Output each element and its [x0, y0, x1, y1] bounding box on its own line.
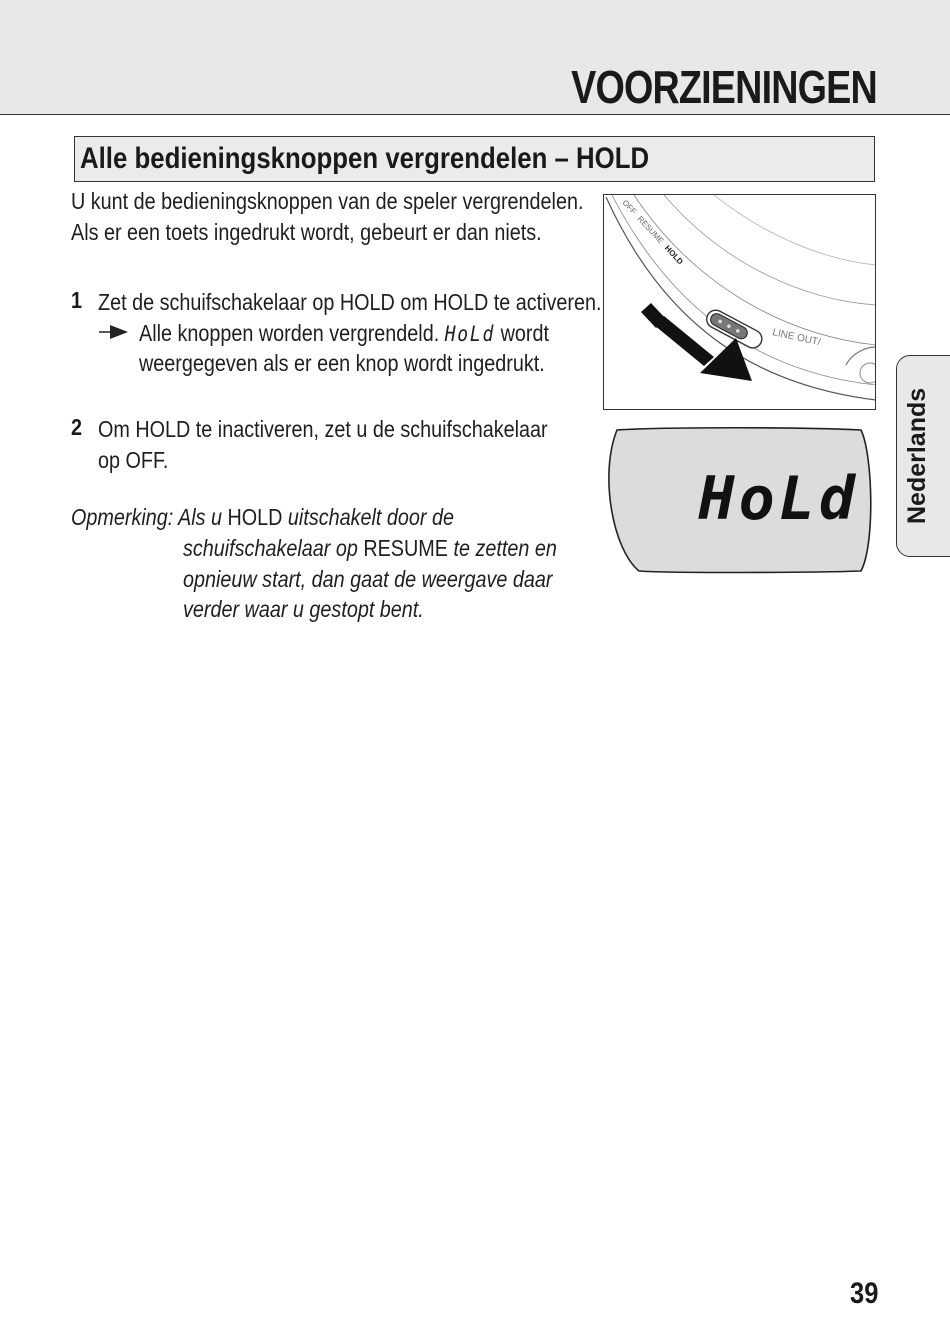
- note-line-2b: RESUME: [363, 535, 448, 561]
- step-1-result-text: Alle knoppen worden vergrendeld.: [139, 320, 440, 346]
- note-line-1a: Als u: [178, 504, 222, 530]
- chapter-title: VOORZIENINGEN: [571, 61, 877, 113]
- lcd-hold-readout: HoLd: [698, 464, 859, 534]
- section-title: Alle bedieningsknoppen vergrendelen – HOLD: [80, 142, 650, 175]
- lcd-display-illustration: [603, 425, 875, 575]
- header-band: [0, 0, 950, 115]
- switch-label-hold: HOLD: [662, 243, 685, 267]
- intro-line-2: Als er een toets ingedrukt wordt, gebeurt er dan niets.: [71, 219, 542, 245]
- line-out-label: LINE OUT/: [771, 327, 822, 349]
- lcd-drawing: [603, 425, 875, 575]
- note-label: Opmerking:: [71, 504, 174, 530]
- intro-line-1: U kunt de bedieningsknoppen van de speler vergrendelen.: [71, 188, 584, 214]
- hold-switch-drawing: [604, 195, 876, 410]
- step-1-result-line-2: weergegeven als er een knop wordt ingedrukt.: [139, 350, 545, 376]
- step-1-text: Zet de schuifschakelaar op HOLD om HOLD te activeren.: [98, 289, 602, 315]
- note-line-2c: te zetten en: [453, 535, 557, 561]
- note-line-2a: schuifschakelaar op: [183, 535, 358, 561]
- note-line-1b: HOLD: [227, 504, 283, 530]
- note-line-1c: uitschakelt door de: [287, 504, 454, 530]
- note-line-2: [183, 533, 557, 564]
- note-line-4: verder waar u gestopt bent.: [183, 596, 424, 622]
- step-2-number: 2: [71, 414, 83, 440]
- note-line-1: [71, 502, 454, 533]
- slide-direction-arrow-icon: [641, 303, 752, 381]
- step-2-line-2: op OFF.: [98, 447, 169, 473]
- note-line-3: opnieuw start, dan gaat de weergave daar: [183, 566, 553, 592]
- step-1-result: [139, 318, 549, 350]
- switch-label-resume: RESUME: [635, 214, 666, 246]
- step-1-number: 1: [71, 287, 83, 313]
- step-1-result-after: wordt: [500, 320, 549, 346]
- side-tab-label: Nederlands: [903, 387, 931, 524]
- page-number: 39: [849, 1277, 878, 1310]
- step-2-line-1: Om HOLD te inactiveren, zet u de schuifschakelaar: [98, 416, 548, 442]
- hold-display-inline: HoLd: [444, 322, 496, 346]
- result-arrow-icon: [98, 322, 130, 342]
- hold-switch-illustration: [603, 194, 876, 410]
- section-title-box: [74, 136, 875, 182]
- lcd-hold-text: [698, 464, 860, 534]
- language-side-tab: [896, 355, 950, 557]
- switch-label-off: OFF: [620, 198, 639, 217]
